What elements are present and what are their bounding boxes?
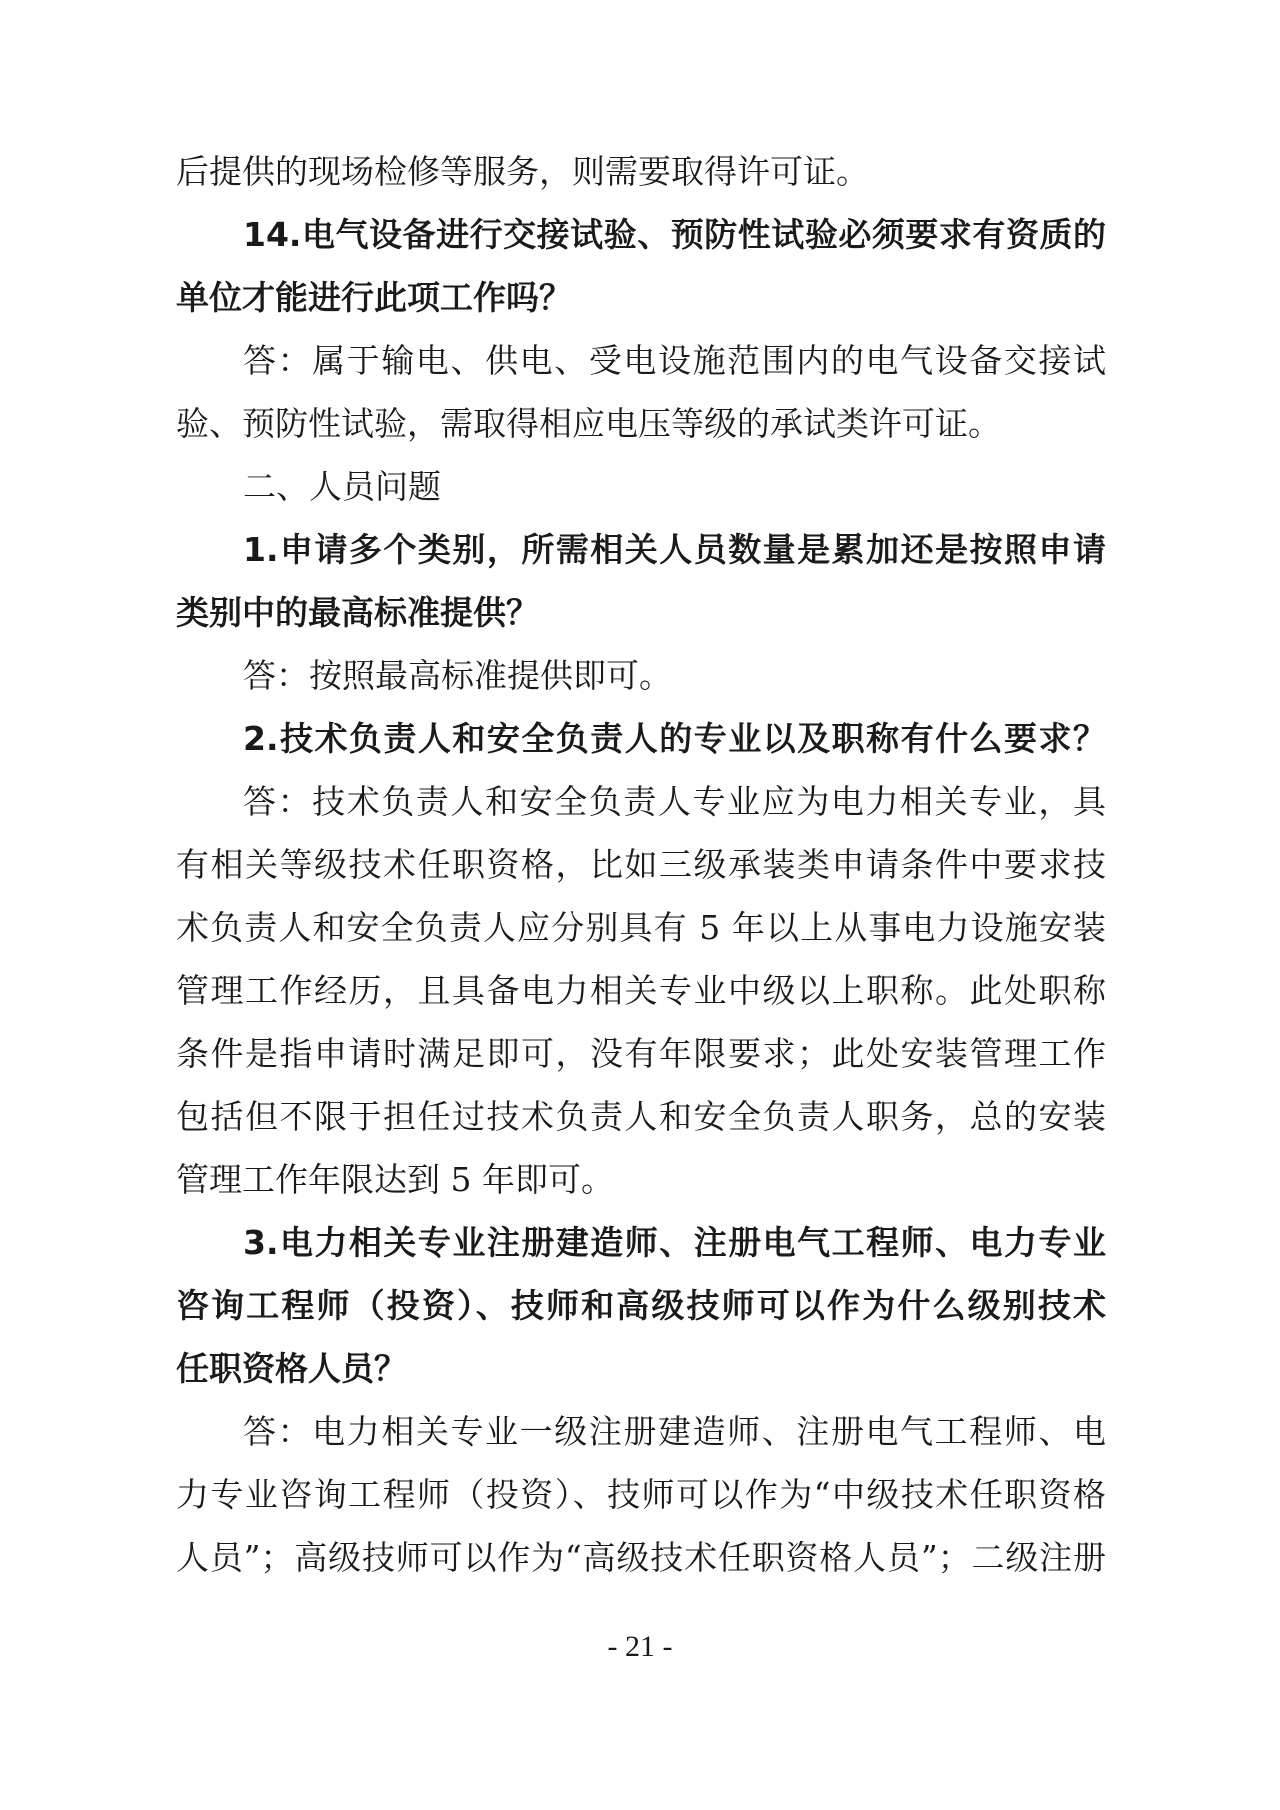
question-heading-line: 1.申请多个类别，所需相关人员数量是累加还是按照申请 bbox=[243, 530, 1106, 569]
answer-line: 答：属于输电、供电、受电设施范围内的电气设备交接试 bbox=[243, 341, 1106, 380]
body-line: 后提供的现场检修等服务，则需要取得许可证。 bbox=[176, 152, 869, 191]
answer-line: 答：按照最高标准提供即可。 bbox=[243, 656, 672, 695]
question-heading-line: 单位才能进行此项工作吗？ bbox=[176, 278, 572, 317]
answer-line: 有相关等级技术任职资格，比如三级承装类申请条件中要求技 bbox=[176, 845, 1106, 884]
answer-line: 管理工作年限达到 5 年即可。 bbox=[176, 1160, 614, 1199]
answer-line: 管理工作经历，且具备电力相关专业中级以上职称。此处职称 bbox=[176, 971, 1106, 1010]
question-heading-line: 咨询工程师（投资）、技师和高级技师可以作为什么级别技术 bbox=[176, 1286, 1106, 1325]
answer-line: 条件是指申请时满足即可，没有年限要求；此处安装管理工作 bbox=[176, 1034, 1106, 1073]
answer-line: 答：电力相关专业一级注册建造师、注册电气工程师、电 bbox=[243, 1412, 1106, 1451]
answer-line: 术负责人和安全负责人应分别具有 5 年以上从事电力设施安装 bbox=[176, 908, 1106, 947]
answer-line: 包括但不限于担任过技术负责人和安全负责人职务，总的安装 bbox=[176, 1097, 1106, 1136]
section-heading: 二、人员问题 bbox=[243, 467, 441, 506]
question-heading-line: 2.技术负责人和安全负责人的专业以及职称有什么要求？ bbox=[243, 719, 1106, 758]
answer-line: 答：技术负责人和安全负责人专业应为电力相关专业，具 bbox=[243, 782, 1106, 821]
question-heading-line: 任职资格人员？ bbox=[176, 1349, 407, 1388]
answer-line: 人员”；高级技师可以作为“高级技术任职资格人员”；二级注册 bbox=[176, 1538, 1106, 1577]
question-heading-line: 3.电力相关专业注册建造师、注册电气工程师、电力专业 bbox=[243, 1223, 1106, 1262]
answer-line: 力专业咨询工程师（投资）、技师可以作为“中级技术任职资格 bbox=[176, 1475, 1106, 1514]
answer-line: 验、预防性试验，需取得相应电压等级的承试类许可证。 bbox=[176, 404, 1001, 443]
question-heading-line: 14.电气设备进行交接试验、预防性试验必须要求有资质的 bbox=[243, 215, 1106, 254]
question-heading-line: 类别中的最高标准提供？ bbox=[176, 593, 539, 632]
page-number: - 21 - bbox=[607, 1630, 673, 1663]
